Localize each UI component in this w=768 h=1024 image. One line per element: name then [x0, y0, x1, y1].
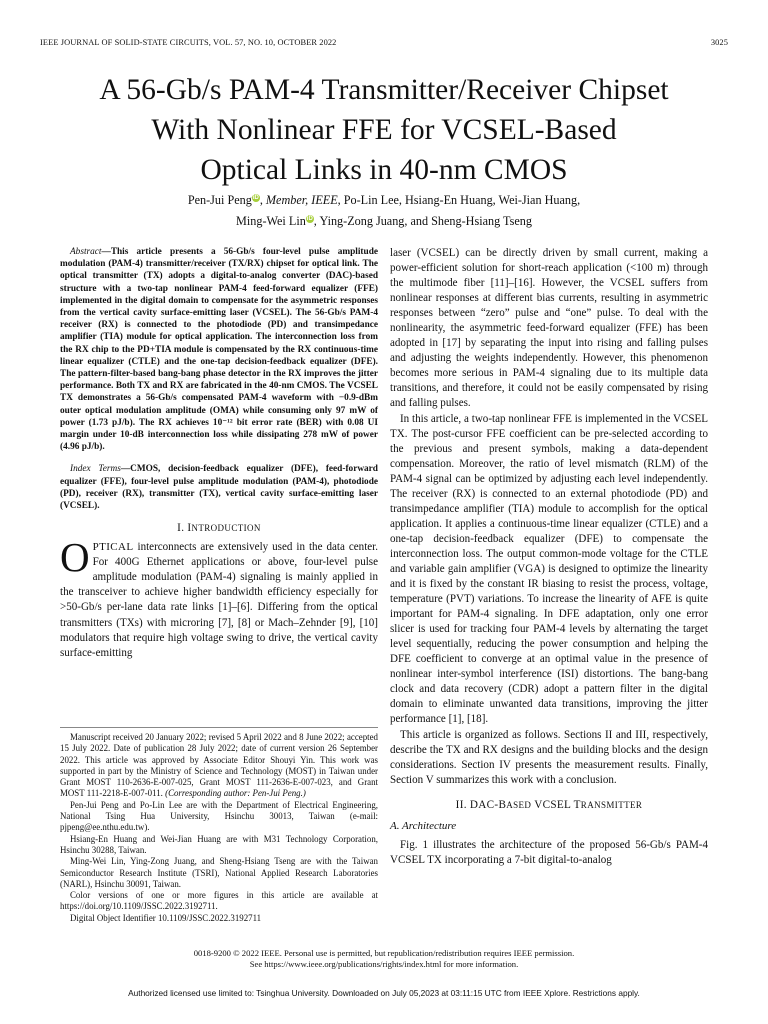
- paragraph: In this article, a two-tap nonlinear FFE is implemented in the VCSEL TX. The post-cursor FFE coefficient can be pre-selected according to the previous and present symbols, making a data-dependent compensation. Moreover, the ratio of level mismatch (RLM) of the PAM-4 signal can be optimized by adjusting each level independently. The receiver (RX) is connected to an external photodiode (PD) and transimpedance amplifier (TIA) module to accomplish for the optical application. It applies a continuous-time linear equalizer (CTLE) and a one-tap decision-feedback equalizer (DFE) to compensate the interconnection loss. The output common-mode voltage for the CTLE and variable gain amplifier (VGA) is designed to optimize the linearity and it is fixed by the constant IR biasing to resist the process, voltage, temperature (PVT) variations. To increase the linearity of AFE is quite important for PAM-4 signaling. In DFE adaptation, only one error slicer is used for tracking four PAM-4 levels by alternating the target level sequentially, reducing the power consumption and helping the DFE coefficient to converge at an optimal value in the presence of nonlinear inter-symbol interference (ISI) distortions. The bang-bang clock and data recovery (CDR) adopt a pattern filter in the digital domain to eliminate unwanted data transitions, improving the jitter performance [1], [18].: [390, 412, 708, 726]
- orcid-icon[interactable]: iD: [306, 215, 313, 222]
- abstract-label: Abstract: [70, 247, 102, 257]
- footnote: Hsiang-En Huang and Wei-Jian Huang are with M31 Technology Corporation, Hsinchu 30288, Taiwan.: [60, 833, 378, 855]
- paragraph: Fig. 1 illustrates the architecture of the proposed 56-Gb/s PAM-4 VCSEL TX incorporating a 7-bit digital-to-analog: [390, 838, 708, 866]
- author-name: Pen-Jui Peng: [187, 193, 252, 207]
- footnote: Ming-Wei Lin, Ying-Zong Juang, and Sheng-Hsiang Tseng are with the Taiwan Semiconductor Research Institute (TSRI), National Applied Research Laboratories (NARL), Hsinchu 30091, Taiwan.: [60, 856, 378, 889]
- footnote: Color versions of one or more figures in this article are available at https://doi.org/10.1109/JSSC.2022.3192711.: [60, 890, 378, 912]
- author-list: [40, 190, 728, 232]
- copyright-line-2: See https://www.ieee.org/publications/rights/index.html for more information.: [249, 959, 519, 969]
- subsection-heading: A. Architecture: [390, 819, 457, 832]
- index-terms-text: CMOS, decision-feedback equalizer (DFE), feed-forward equalizer (FFE), four-level pulse amplitude modulation (PAM-4), photodiode (PD), receiver (RX), transmitter (TX), vertical cavity surface-emitting laser (VCSEL).: [60, 464, 378, 512]
- footnote: Manuscript received 20 January 2022; revised 5 April 2022 and 8 June 2022; accepted 15 July 2022. Date of publication 28 July 2022; date of current version 26 September 2022. This article was approved by Associate Editor Shouyi Yin. This work was supported in part by the Ministry of Science and Technology (MOST) in Taiwan under Grant MOST 110-2636-E-007-025, Grant MOST 111-2636-E-007-023, and Grant MOST 111-2218-E-007-011. (Corresponding author: Pen-Jui Peng.): [60, 732, 378, 799]
- title-line-3: Optical Links in 40-nm CMOS: [200, 154, 568, 186]
- author-line-1: Pen-Jui PengiD, Member, IEEE, Po-Lin Lee, Hsiang-En Huang, Wei-Jian Huang,: [187, 193, 581, 207]
- footnote: Pen-Jui Peng and Po-Lin Lee are with the Department of Electrical Engineering, National Tsing Hua University, Hsinchu 30013, Taiwan (e-mail: pjpeng@ee.nthu.edu.tw).: [60, 799, 378, 833]
- left-column: [60, 246, 378, 661]
- paper-title: [40, 70, 728, 190]
- journal-name: IEEE JOURNAL OF SOLID-STATE CIRCUITS, VOL. 57, NO. 10, OCTOBER 2022: [40, 38, 337, 47]
- license-footer: Authorized licensed use limited to: Tsinghua University. Downloaded on July 05,2023 at 03:11:15 UTC from IEEE Xplore. Restrictions apply.: [128, 988, 640, 998]
- copyright-line-1: 0018-9200 © 2022 IEEE. Personal use is permitted, but republication/redistribution requires IEEE permission.: [193, 948, 575, 958]
- paragraph: laser (VCSEL) can be directly driven by small current, making a power-efficient solution for short-reach application (<100 m) through the multimode fiber [11]–[16]. However, the VCSEL suffers from nonlinear responses at different bias currents, resulting in asymmetric responses between “zero” pulse and “one” pulse. To deal with the nonlinearity, the asymmetric feed-forward equalizer (FFE) has been adopted in [17] by separating the input into rising and falling pulses and adjusting the weights independently. However, this phenomenon becomes more serious in PAM-4 signaling due to its multiple data transitions, and therefore, it could not be easily compensated by rising and falling pulses.: [390, 247, 708, 410]
- footnote: Digital Object Identifier 10.1109/JSSC.2022.3192711: [70, 912, 262, 923]
- orcid-icon[interactable]: iD: [252, 194, 259, 201]
- section-heading-transmitter: II. DAC-BASED VCSEL TRANSMITTER: [455, 798, 643, 811]
- footnotes: [60, 732, 378, 924]
- page-number: 3025: [710, 38, 728, 47]
- copyright-notice: [40, 948, 728, 970]
- paragraph: OPTICAL interconnects are extensively used in the data center. For 400G Ethernet applications or above, four-level pulse amplitude modulation (PAM-4) signaling is mainly applied in the transceiver to achieve higher bandwidth efficiency especially for >50-Gb/s per-lane data rate links [1]–[6]. Differing from the optical transmitters (TXs) with microring [7], [8] or Mach–Zehnder [9], [10] modulators that require high voltage swing to drive, the vertical cavity surface-emitting: [60, 534, 378, 659]
- author-names-rest: , Ying-Zong Juang, and Sheng-Hsiang Tseng: [313, 214, 532, 228]
- title-line-2: With Nonlinear FFE for VCSEL-Based: [151, 114, 617, 146]
- author-line-2: [40, 211, 728, 232]
- running-header: [40, 38, 728, 50]
- abstract-text: This article presents a 56-Gb/s four-level pulse amplitude modulation (PAM-4) transmitter/receiver (TX/RX) chipset for optical link. The optical transmitter (TX) adopts a digital-to-analog converter (DAC)-based structure with a two-tap nonlinear PAM-4 feed-forward equalizer (FFE) implemented in the digital domain to compensate for the asymmetric responses from the vertical cavity surface-emitting laser (VCSEL). The 56-Gb/s PAM-4 receiver (RX) is connected to the photodiode (PD) and transimpedance amplifier (TIA) module for optical application. The interconnection loss from the RX chip to the PD+TIA module is compensated by the RX continuous-time linear equalizer (CTLE) and the one-tap decision-feedback equalizer (DFE). The pattern-filter-based bang-bang phase detector in the RX improves the jitter performance. Both TX and RX are fabricated in the 40-nm CMOS. The VCSEL TX demonstrates a 56-Gb/s compensated PAM-4 waveform with −0.9-dBm outer optical modulation amplitude (OMA) while consuming only 97 mW of power (1.73 pJ/b). The RX achieves 10⁻¹² bit error rate (BER) with 0.08 UI margin under 10-dB interconnection loss while dissipating 278 mW of power (4.96 pJ/b).: [60, 247, 378, 453]
- introduction-body: [60, 534, 378, 660]
- author-role: Member, IEEE: [265, 193, 338, 207]
- index-terms-label: Index Terms: [70, 464, 121, 475]
- drop-cap: O: [60, 534, 90, 581]
- footnote-divider: [60, 727, 378, 728]
- paragraph: This article is organized as follows. Sections II and III, respectively, describe the TX and RX designs and the building blocks and the design considerations. Section IV presents the measurement results. Finally, Section V summarizes this work with a conclusion.: [390, 728, 708, 786]
- section-heading-introduction: I. INTRODUCTION: [177, 522, 261, 535]
- author-name: Ming-Wei Lin: [236, 214, 306, 228]
- index-terms: Index Terms—CMOS, decision-feedback equalizer (DFE), feed-forward equalizer (FFE), four-level pulse amplitude modulation (PAM-4), photodiode (PD), receiver (RX), transmitter (TX), vertical cavity surface-emitting laser (VCSEL).: [60, 464, 378, 512]
- abstract: Abstract—This article presents a 56-Gb/s four-level pulse amplitude modulation (PAM-4) transmitter/receiver (TX/RX) chipset for optical link. The optical transmitter (TX) adopts a digital-to-analog converter (DAC)-based structure with a two-tap nonlinear PAM-4 feed-forward equalizer (FFE) implemented in the digital domain to compensate for the asymmetric responses from the vertical cavity surface-emitting laser (VCSEL). The 56-Gb/s PAM-4 receiver (RX) is connected to the photodiode (PD) and transimpedance amplifier (TIA) module for optical application. The interconnection loss from the RX chip to the PD+TIA module is compensated by the RX continuous-time linear equalizer (CTLE) and the one-tap decision-feedback equalizer (DFE). The pattern-filter-based bang-bang phase detector in the RX improves the jitter performance. Both TX and RX are fabricated in the 40-nm CMOS. The VCSEL TX demonstrates a 56-Gb/s compensated PAM-4 waveform with −0.9-dBm outer optical modulation amplitude (OMA) while consuming only 97 mW of power (1.73 pJ/b). The RX achieves 10⁻¹² bit error rate (BER) with 0.08 UI margin under 10-dB interconnection loss while dissipating 278 mW of power (4.96 pJ/b).: [60, 247, 378, 453]
- title-line-1: A 56-Gb/s PAM-4 Transmitter/Receiver Chipset: [99, 74, 669, 106]
- author-names-rest: , Po-Lin Lee, Hsiang-En Huang, Wei-Jian Huang,: [337, 193, 581, 207]
- right-column: [390, 246, 708, 868]
